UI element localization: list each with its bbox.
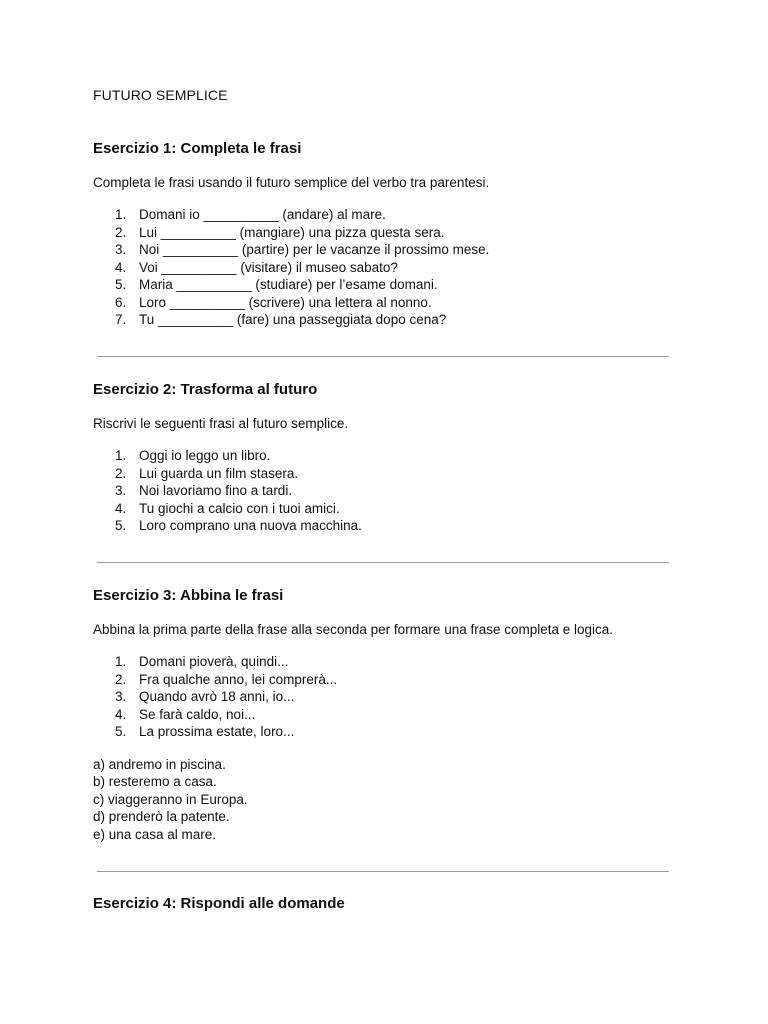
exercise-3-list — [93, 653, 693, 741]
exercise-3-heading: Esercizio 3: Abbina le frasi — [93, 587, 284, 604]
answer-option: e) una casa al mare. — [93, 826, 217, 842]
exercise-3-instructions: Abbina la prima parte della frase alla seconda per formare una frase completa e logica. — [93, 622, 614, 637]
item-text: Quando avrò 18 anni, io... — [139, 689, 295, 704]
exercise-2-list — [93, 447, 693, 535]
item-number: 2. — [115, 671, 127, 687]
exercise-2-heading: Esercizio 2: Trasforma al futuro — [93, 381, 318, 398]
answer-option: c) viaggeranno in Europa. — [93, 791, 248, 807]
exercise-1-instructions: Completa le frasi usando il futuro semplice del verbo tra parentesi. — [93, 175, 490, 190]
list-item — [93, 294, 693, 312]
list-item — [93, 517, 693, 535]
section-divider — [97, 562, 669, 563]
list-item — [93, 259, 693, 277]
list-item — [93, 465, 693, 483]
list-item — [93, 206, 693, 224]
item-number: 7. — [115, 312, 127, 327]
item-text: Voi __________ (visitare) il museo sabato? — [139, 259, 398, 275]
exercise-3 — [93, 587, 693, 843]
item-number: 1. — [115, 654, 127, 669]
item-number: 4. — [115, 259, 127, 275]
item-text: Loro __________ (scrivere) una lettera al nonno. — [139, 294, 432, 310]
answer-option: a) andremo in piscina. — [93, 756, 226, 772]
item-text: La prossima estate, loro... — [139, 724, 295, 739]
list-item — [93, 224, 693, 242]
list-item — [93, 447, 693, 465]
item-number: 3. — [115, 689, 127, 704]
item-number: 1. — [115, 448, 127, 463]
item-number: 4. — [115, 706, 127, 722]
list-item — [93, 653, 693, 671]
list-item — [93, 276, 693, 294]
answer-option: b) resteremo a casa. — [93, 774, 217, 789]
item-text: Se farà caldo, noi... — [139, 706, 256, 722]
item-number: 4. — [115, 500, 127, 516]
exercise-2-instructions: Riscrivi le seguenti frasi al futuro semplice. — [93, 416, 349, 431]
item-text: Maria __________ (studiare) per l’esame domani. — [139, 277, 438, 292]
item-text: Tu giochi a calcio con i tuoi amici. — [139, 500, 340, 516]
item-text: Oggi io leggo un libro. — [139, 448, 271, 463]
item-number: 5. — [115, 277, 127, 292]
item-text: Lui __________ (mangiare) una pizza questa sera. — [139, 224, 445, 240]
item-number: 6. — [115, 294, 127, 310]
item-number: 3. — [115, 242, 127, 257]
exercise-4 — [93, 895, 693, 913]
document-title: FUTURO SEMPLICE — [93, 87, 228, 103]
item-text: Domani io __________ (andare) al mare. — [139, 207, 386, 222]
item-text: Loro comprano una nuova macchina. — [139, 518, 362, 533]
answer-option: d) prenderò la patente. — [93, 809, 230, 824]
list-item — [93, 500, 693, 518]
item-number: 2. — [115, 224, 127, 240]
item-text: Fra qualche anno, lei comprerà... — [139, 671, 338, 687]
exercise-3-answers — [93, 756, 693, 844]
item-number: 1. — [115, 207, 127, 222]
exercise-4-heading: Esercizio 4: Rispondi alle domande — [93, 895, 345, 912]
list-item — [93, 311, 693, 329]
list-item — [93, 723, 693, 741]
list-item — [93, 671, 693, 689]
exercise-1 — [93, 140, 693, 329]
list-item — [93, 706, 693, 724]
item-text: Noi __________ (partire) per le vacanze il prossimo mese. — [139, 242, 490, 257]
list-item — [93, 241, 693, 259]
item-number: 5. — [115, 724, 127, 739]
list-item — [93, 482, 693, 500]
item-number: 3. — [115, 483, 127, 498]
item-text: Tu __________ (fare) una passeggiata dopo cena? — [139, 312, 447, 327]
item-text: Domani pioverà, quindi... — [139, 654, 289, 669]
item-number: 2. — [115, 465, 127, 481]
section-divider — [97, 356, 669, 357]
exercise-1-heading: Esercizio 1: Completa le frasi — [93, 140, 302, 157]
exercise-2 — [93, 381, 693, 535]
item-number: 5. — [115, 518, 127, 533]
exercise-1-list — [93, 206, 693, 329]
item-text: Lui guarda un film stasera. — [139, 465, 299, 481]
list-item — [93, 688, 693, 706]
item-text: Noi lavoriamo fino a tardi. — [139, 483, 293, 498]
section-divider — [97, 871, 669, 872]
